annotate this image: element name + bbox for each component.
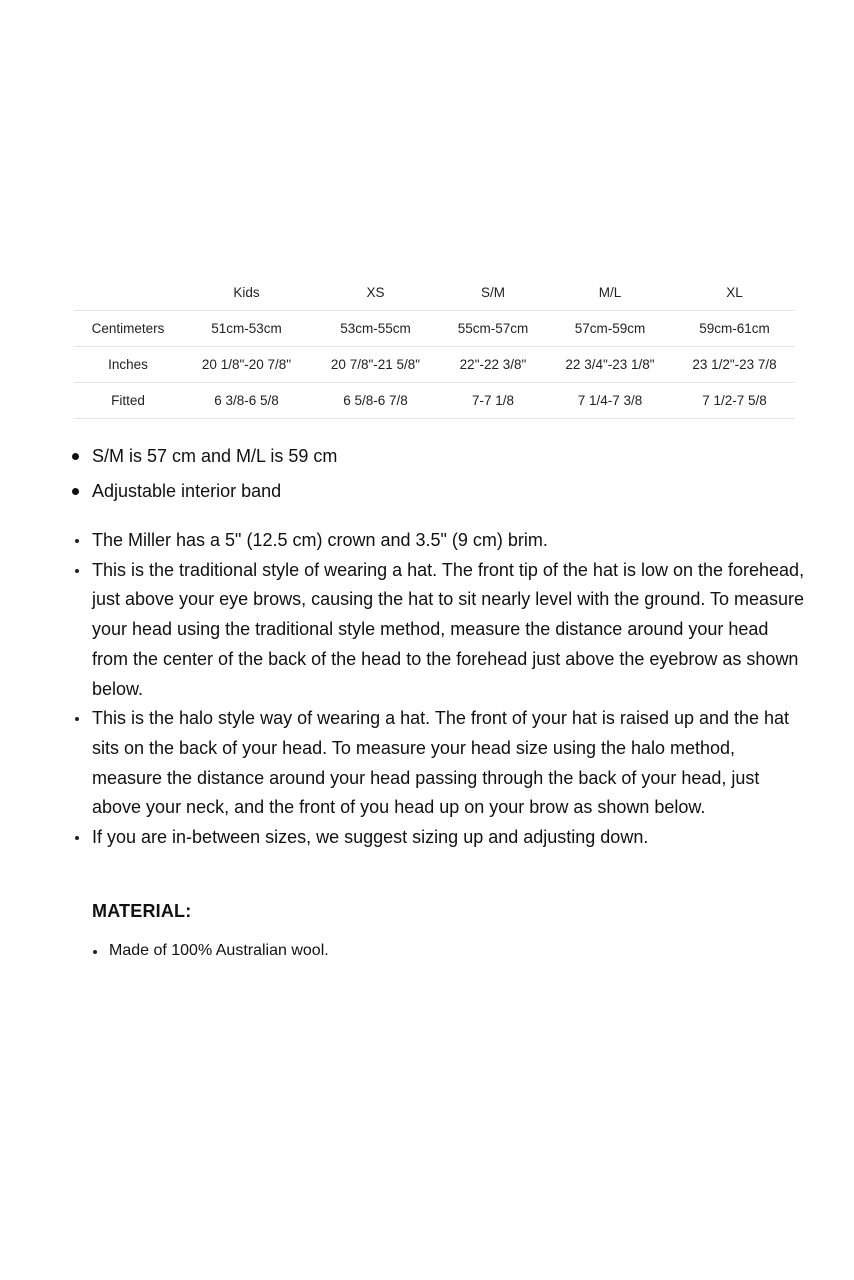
list-item	[92, 938, 329, 964]
list-item	[60, 526, 805, 556]
table-cell: 57cm-59cm	[546, 311, 674, 347]
size-chart-row-centimeters	[74, 311, 795, 347]
bullet-icon	[93, 950, 97, 954]
table-cell: Inches	[74, 347, 182, 383]
bullet-icon	[75, 539, 79, 543]
list-item	[60, 556, 805, 705]
table-cell: 59cm-61cm	[674, 311, 795, 347]
list-item	[60, 823, 805, 853]
table-cell: 55cm-57cm	[440, 311, 546, 347]
list-item-text: This is the traditional style of wearing a hat. The front tip of the hat is low on the forehead, just above your eye brows, causing the hat to sit nearly level with the ground. To measure your head using the traditional style method, measure the distance around your head from the center of the back of the head to the forehead just above the eyebrow as shown below.	[92, 559, 805, 699]
list-item	[60, 439, 820, 474]
size-chart-row-inches	[74, 347, 795, 383]
bullet-icon	[75, 717, 79, 721]
table-cell: 20 1/8"-20 7/8"	[182, 347, 311, 383]
list-item-text: Adjustable interior band	[92, 481, 282, 501]
list-item-text: If you are in-between sizes, we suggest sizing up and adjusting down.	[92, 827, 649, 848]
table-cell: 22 3/4"-23 1/8"	[546, 347, 674, 383]
list-item-text: S/M is 57 cm and M/L is 59 cm	[92, 446, 338, 466]
bullet-icon	[72, 453, 79, 460]
size-chart-header-sm: S/M	[440, 275, 546, 311]
size-chart-header-row	[74, 275, 795, 311]
size-chart-header-xs: XS	[311, 275, 440, 311]
bullet-icon	[72, 488, 79, 495]
table-cell: 22"-22 3/8"	[440, 347, 546, 383]
list-item-text: This is the halo style way of wearing a hat. The front of your hat is raised up and the hat sits on the back of your head. To measure your head size using the halo method, measure the distance around your head passing through the back of your head, just above your neck, and the front of you head up on your brow as shown below.	[92, 708, 790, 818]
size-chart-row-fitted	[74, 383, 795, 419]
table-cell: 6 5/8-6 7/8	[311, 383, 440, 419]
table-cell: 7-7 1/8	[440, 383, 546, 419]
size-chart-header-kids: Kids	[182, 275, 311, 311]
list-item-text: The Miller has a 5" (12.5 cm) crown and 3.5" (9 cm) brim.	[92, 530, 548, 550]
table-cell: 7 1/4-7 3/8	[546, 383, 674, 419]
list-item-text: Made of 100% Australian wool.	[109, 942, 329, 959]
table-cell: 53cm-55cm	[311, 311, 440, 347]
size-chart-header-ml: M/L	[546, 275, 674, 311]
table-cell: Centimeters	[74, 311, 182, 347]
list-item	[60, 474, 820, 509]
size-highlights-list	[60, 439, 820, 509]
table-cell: Fitted	[74, 383, 182, 419]
material-heading: MATERIAL:	[92, 901, 192, 921]
table-cell: 51cm-53cm	[182, 311, 311, 347]
table-cell: 7 1/2-7 5/8	[674, 383, 795, 419]
fit-details-list	[60, 526, 805, 853]
table-cell: 6 3/8-6 5/8	[182, 383, 311, 419]
size-chart-header-blank	[74, 275, 182, 311]
bullet-icon	[75, 836, 79, 840]
table-cell: 20 7/8"-21 5/8"	[311, 347, 440, 383]
list-item	[60, 704, 805, 823]
table-cell: 23 1/2"-23 7/8	[674, 347, 795, 383]
size-chart-table	[74, 275, 795, 419]
bullet-icon	[75, 569, 79, 573]
size-chart-header-xl: XL	[674, 275, 795, 311]
material-list	[92, 938, 329, 964]
